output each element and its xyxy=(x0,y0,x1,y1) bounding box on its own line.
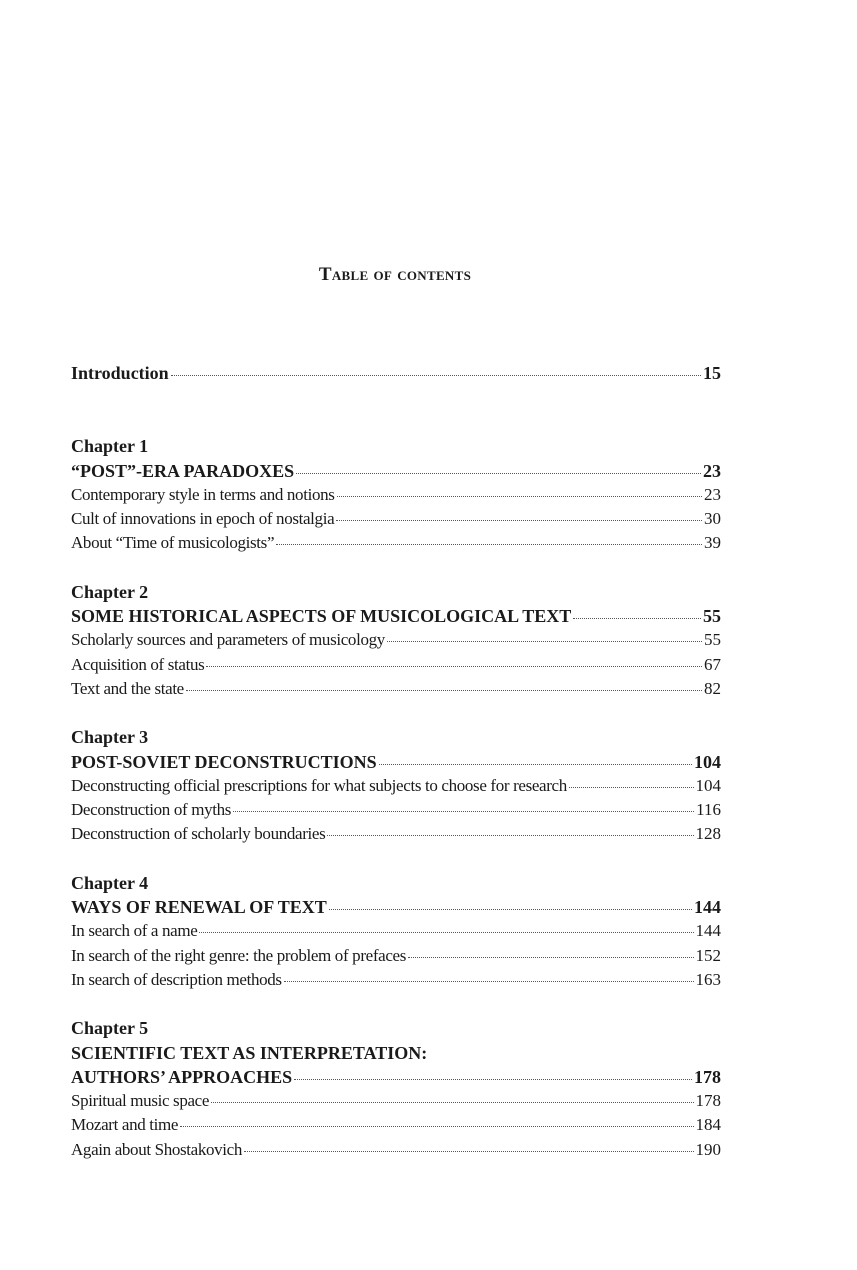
toc-entry-section[interactable] xyxy=(71,507,721,531)
toc-entry-chapter-title[interactable] xyxy=(71,1065,721,1089)
chapter-4 xyxy=(71,871,721,992)
page-title: Table of contents xyxy=(318,264,472,285)
dot-leader xyxy=(329,908,692,910)
dot-leader xyxy=(206,665,702,667)
toc-entry-section[interactable] xyxy=(71,798,721,822)
toc-entry-section[interactable] xyxy=(71,677,721,701)
page-number: 104 xyxy=(694,751,721,772)
page-number: 23 xyxy=(703,460,721,481)
chapter-label: Chapter 4 xyxy=(71,872,149,893)
dot-leader xyxy=(327,834,693,836)
page-number: 178 xyxy=(694,1066,721,1087)
dot-leader xyxy=(387,640,702,642)
dot-leader xyxy=(569,786,694,788)
toc-entry-chapter-title[interactable] xyxy=(71,459,721,483)
toc-entry-section[interactable] xyxy=(71,1089,721,1113)
page-number: 39 xyxy=(704,533,721,553)
page-number: 178 xyxy=(695,1091,721,1111)
entry-label: Cult of innovations in epoch of nostalgia xyxy=(71,509,335,529)
entry-label: “POST”-ERA PARADOXES xyxy=(71,460,295,481)
page-number: 104 xyxy=(695,775,721,795)
page-number: 128 xyxy=(695,824,721,844)
chapter-label: Chapter 1 xyxy=(71,436,149,457)
page-number: 163 xyxy=(695,969,721,989)
page-number: 30 xyxy=(704,509,721,529)
toc-entry-chapter-title[interactable] xyxy=(71,604,721,628)
dot-leader xyxy=(171,374,701,376)
entry-label: POST-SOVIET DECONSTRUCTIONS xyxy=(71,751,377,772)
toc-entry-section[interactable] xyxy=(71,822,721,846)
toc-entry-chapter-title[interactable] xyxy=(71,750,721,774)
entry-label: In search of description methods xyxy=(71,969,282,989)
chapter-2 xyxy=(71,580,721,701)
toc-entry-section[interactable] xyxy=(71,774,721,798)
toc-entry-section[interactable] xyxy=(71,531,721,555)
chapter-1 xyxy=(71,434,721,555)
page-number: 55 xyxy=(704,630,721,650)
chapter-label: Chapter 5 xyxy=(71,1018,149,1039)
page-number: 144 xyxy=(695,921,721,941)
toc-entry-chapter-title[interactable] xyxy=(71,895,721,919)
dot-leader xyxy=(211,1101,693,1103)
page-number: 190 xyxy=(695,1139,721,1159)
entry-label: Introduction xyxy=(71,363,169,383)
dot-leader xyxy=(284,980,694,982)
entry-label: AUTHORS’ APPROACHES xyxy=(71,1066,293,1087)
toc-entry-section[interactable] xyxy=(71,653,721,677)
dot-leader xyxy=(573,617,701,619)
entry-label: In search of the right genre: the problem of prefaces xyxy=(71,945,406,965)
entry-label: SOME HISTORICAL ASPECTS OF MUSICOLOGICAL TEXT xyxy=(71,606,572,627)
chapter-title-line: SCIENTIFIC TEXT AS INTERPRETATION: xyxy=(71,1042,428,1063)
toc-entry-section[interactable] xyxy=(71,919,721,943)
page-number: 55 xyxy=(703,606,721,627)
entry-label: Deconstruction of myths xyxy=(71,800,232,820)
dot-leader xyxy=(379,763,692,765)
entry-label: Scholarly sources and parameters of musicology xyxy=(71,630,385,650)
page-number: 184 xyxy=(695,1115,721,1135)
dot-leader xyxy=(186,689,702,691)
dot-leader xyxy=(180,1125,693,1127)
dot-leader xyxy=(199,931,693,933)
chapter-label: Chapter 3 xyxy=(71,727,149,748)
page-number: 116 xyxy=(696,800,721,820)
entry-label: Spiritual music space xyxy=(71,1091,210,1111)
page-number: 144 xyxy=(694,897,721,918)
dot-leader xyxy=(337,495,702,497)
entry-label: Again about Shostakovich xyxy=(71,1139,243,1159)
chapter-3 xyxy=(71,725,721,846)
entry-label: About “Time of musicologists” xyxy=(71,533,275,553)
toc-entry-section[interactable] xyxy=(71,628,721,652)
toc-entry-introduction[interactable] xyxy=(71,361,721,385)
dot-leader xyxy=(276,543,702,545)
dot-leader xyxy=(336,519,702,521)
dot-leader xyxy=(233,810,694,812)
toc-entry-section[interactable] xyxy=(71,944,721,968)
entry-label: WAYS OF RENEWAL OF TEXT xyxy=(71,897,327,918)
entry-label: Mozart and time xyxy=(71,1115,179,1135)
entry-label: Acquisition of status xyxy=(71,654,205,674)
dot-leader xyxy=(244,1150,693,1152)
entry-label: Contemporary style in terms and notions xyxy=(71,484,335,504)
toc-entry-section[interactable] xyxy=(71,483,721,507)
dot-leader xyxy=(408,956,694,958)
chapter-5 xyxy=(71,1016,721,1162)
page-number: 152 xyxy=(695,945,721,965)
table-of-contents xyxy=(71,361,721,1162)
page-number: 23 xyxy=(704,484,721,504)
page-number: 82 xyxy=(704,678,721,698)
entry-label: Deconstruction of scholarly boundaries xyxy=(71,824,326,844)
page-number: 67 xyxy=(704,654,721,674)
toc-entry-section[interactable] xyxy=(71,1113,721,1137)
entry-label: Deconstructing official prescriptions for what subjects to choose for research xyxy=(71,775,567,795)
page-number: 15 xyxy=(703,363,721,383)
dot-leader xyxy=(294,1078,692,1080)
dot-leader xyxy=(296,472,701,474)
entry-label: Text and the state xyxy=(71,678,184,698)
toc-entry-section[interactable] xyxy=(71,968,721,992)
entry-label: In search of a name xyxy=(71,921,198,941)
toc-entry-section[interactable] xyxy=(71,1138,721,1162)
chapter-label: Chapter 2 xyxy=(71,581,149,602)
